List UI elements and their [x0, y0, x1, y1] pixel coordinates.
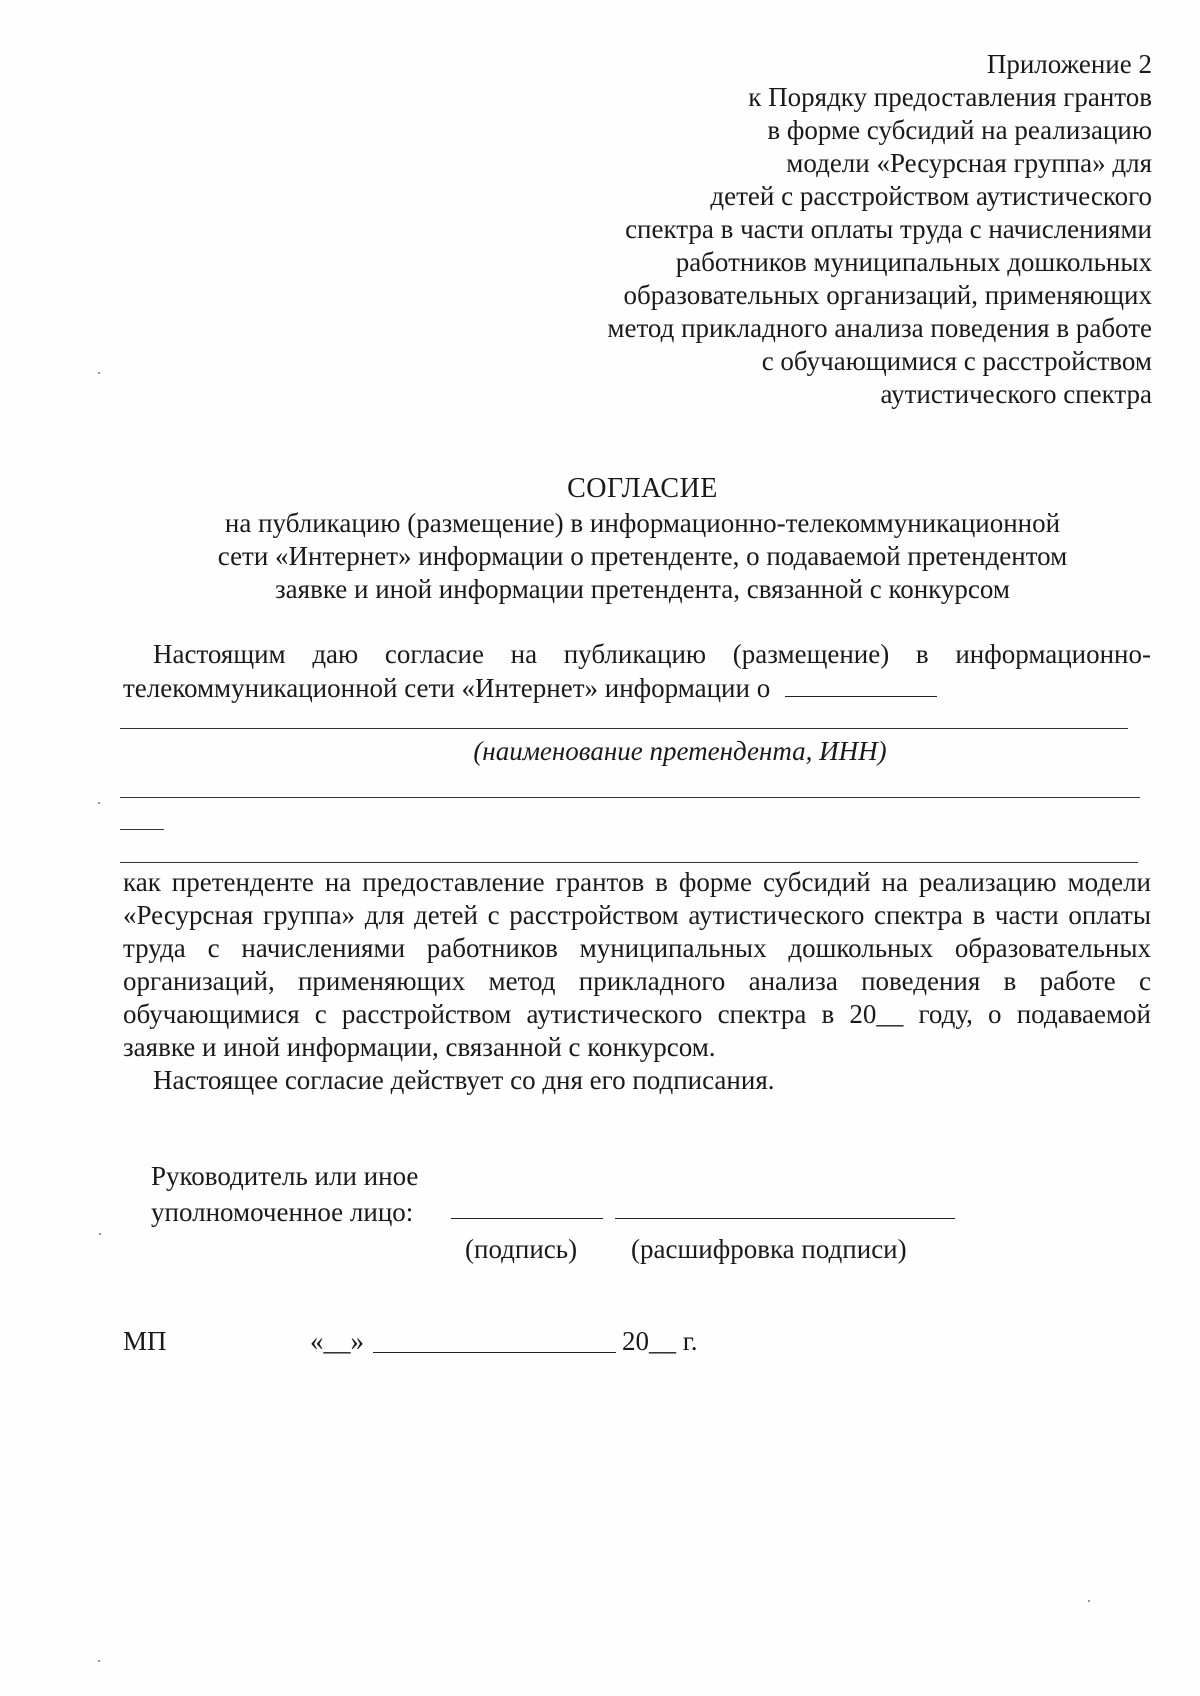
date-day[interactable]: «__» — [310, 1326, 364, 1356]
signature-decoding-line[interactable] — [615, 1218, 955, 1219]
scan-speck — [99, 1233, 101, 1235]
signature-role — [151, 1158, 418, 1230]
signature-line[interactable] — [451, 1218, 603, 1219]
applicant-blank-inline[interactable] — [785, 672, 937, 697]
applicant-name-line-3[interactable] — [120, 862, 1138, 863]
appendix-line: Приложение 2 — [986, 49, 1152, 79]
document-title-block — [120, 472, 1165, 606]
signature-decoding-caption: (расшифровка подписи) — [631, 1234, 907, 1264]
date-year[interactable]: 20__ г. — [622, 1326, 698, 1356]
appendix-line: с обучающимися с расстройством — [761, 346, 1152, 376]
applicant-name-line-2[interactable] — [120, 797, 1140, 798]
consent-line-1: Настоящим даю согласие на публикацию (размещение) в информационно- — [153, 639, 1151, 669]
consent-line-2-wrap — [123, 672, 1151, 705]
date-month-line[interactable] — [373, 1352, 616, 1353]
scan-speck — [98, 1660, 100, 1662]
document-subtitle-line: заявке и иной информации претендента, связанной с конкурсом — [275, 574, 1010, 604]
appendix-line: метод прикладного анализа поведения в работе — [607, 313, 1152, 343]
scan-speck — [1088, 1600, 1090, 1602]
consent-line-2: телекоммуникационной сети «Интернет» информации о — [123, 673, 771, 703]
appendix-line: модели «Ресурсная группа» для — [786, 148, 1152, 178]
consent-paragraph: как претенденте на предоставление грантов в форме субсидий на реализацию модели «Ресурсная группа» для детей с расстройством аутистического спектра в части оплаты труда с начислениями работников муниципальных дошкольных образовательных организаций, применяющих метод прикладного анализа поведения в работе с обучающимися с расстройством аутистического спектра в 20__ году, о подаваемой заявке и иной информации, связанной с конкурсом. — [123, 867, 1151, 1062]
document-subtitle-line: сети «Интернет» информации о претенденте, о подаваемой претендентом — [217, 541, 1068, 571]
applicant-name-line-1[interactable] — [120, 728, 1128, 729]
appendix-line: к Порядку предоставления грантов — [748, 82, 1152, 112]
appendix-line: работников муниципальных дошкольных — [675, 247, 1152, 277]
applicant-name-line-short[interactable] — [120, 829, 164, 830]
signature-caption: (подпись) — [465, 1234, 578, 1264]
consent-validity: Настоящее согласие действует со дня его подписания. — [153, 1065, 775, 1095]
document-title: СОГЛАСИЕ — [567, 473, 718, 504]
signature-role-line-1: Руководитель или иное — [151, 1161, 419, 1191]
document-subtitle-line: на публикацию (размещение) в информационно-телекоммуникационной — [224, 508, 1061, 538]
stamp-label: МП — [123, 1326, 167, 1356]
appendix-line: в форме субсидий на реализацию — [767, 115, 1152, 145]
appendix-header — [512, 48, 1152, 411]
appendix-line: образовательных организаций, применяющих — [623, 280, 1152, 310]
appendix-line: спектра в части оплаты труда с начислениями — [625, 214, 1152, 244]
appendix-line: аутистического спектра — [880, 379, 1152, 409]
scan-speck — [98, 802, 100, 804]
appendix-line: детей с расстройством аутистического — [710, 181, 1152, 211]
scan-speck — [98, 372, 100, 374]
applicant-name-caption: (наименование претендента, ИНН) — [473, 736, 887, 766]
signature-role-line-2: уполномоченное лицо: — [151, 1197, 414, 1227]
